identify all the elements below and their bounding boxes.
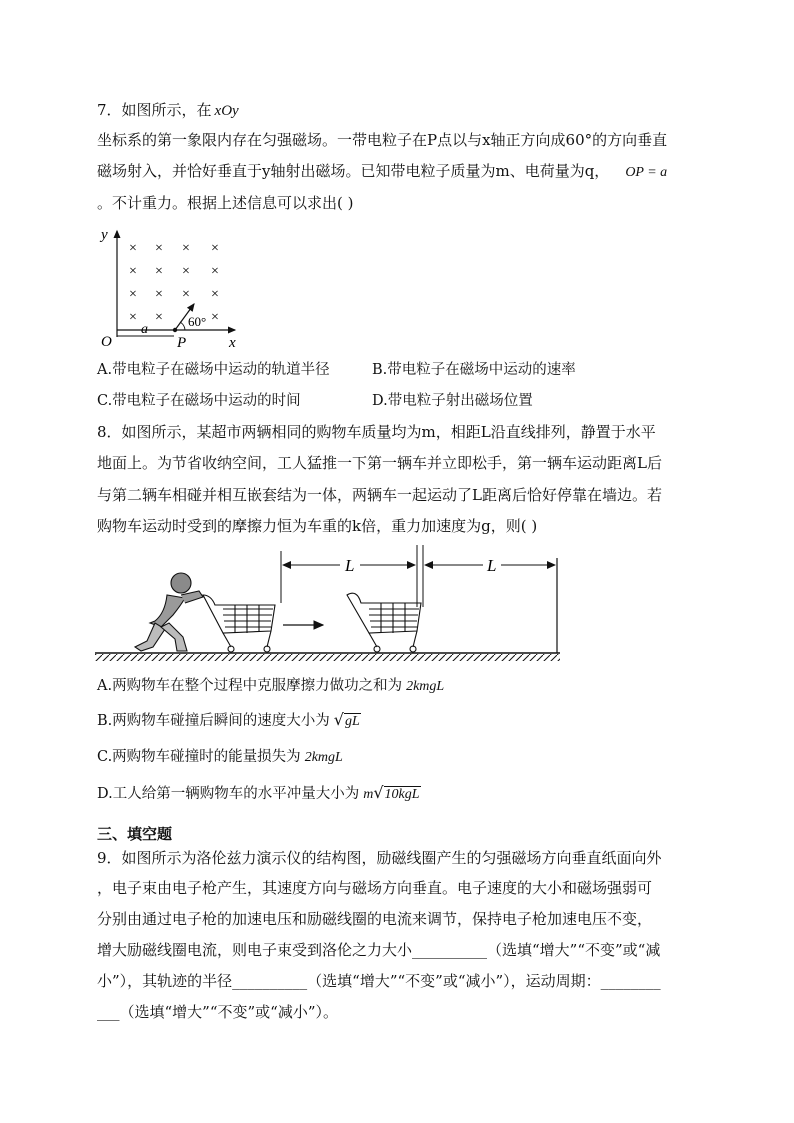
q8-option-b-text: B.两购物车碰撞后瞬间的速度大小为: [97, 713, 330, 729]
q8-line-1: 8．如图所示，某超市两辆相同的购物车质量均为m，相距L沿直线排列，静置于水平: [97, 423, 656, 441]
q7-option-a[interactable]: A.带电粒子在磁场中运动的轨道半径: [97, 362, 330, 378]
q8-line-2: 地面上。为节省收纳空间，工人猛推一下第一辆车并立即松手，第一辆车运动距离L后: [97, 454, 662, 472]
q8-option-c[interactable]: [97, 747, 343, 768]
field-cross: ×: [129, 310, 137, 325]
field-cross: ×: [155, 310, 163, 325]
q9-line-4[interactable]: 增大励磁线圈电流，则电子束受到洛伦之力大小__________（选填“增大”“不变”或“减: [97, 941, 661, 959]
q7-line-4: 。不计重力。根据上述信息可以求出( ): [97, 194, 354, 212]
q7-option-c[interactable]: C.带电粒子在磁场中运动的时间: [97, 393, 301, 409]
field-cross: ×: [129, 287, 137, 302]
q7-a-label: a: [141, 322, 148, 337]
q8-option-d-text: D.工人给第一辆购物车的水平冲量大小为: [97, 786, 360, 802]
field-cross: ×: [155, 264, 163, 279]
field-cross: ×: [155, 241, 163, 256]
q7-line-1-prefix: 7．如图所示，在: [97, 101, 212, 119]
q7-option-b[interactable]: B.带电粒子在磁场中运动的速率: [372, 362, 576, 378]
q7-coord-system: xOy: [214, 103, 239, 119]
q7-p-label: P: [177, 335, 187, 350]
field-cross: ×: [155, 287, 163, 302]
sqrt-icon: √: [373, 783, 384, 802]
q8-option-d-math-rad: 10kgL: [384, 787, 420, 802]
q8-cart-2: [347, 593, 421, 652]
q7-line-2: 坐标系的第一象限内存在匀强磁场。一带电粒子在P点以与x轴正方向成60°的方向垂直: [97, 131, 668, 149]
section-title-fill-in: 三、填空题: [97, 825, 173, 843]
q8-option-b[interactable]: [97, 710, 361, 732]
q7-option-d[interactable]: D.带电粒子射出磁场位置: [372, 393, 533, 409]
q8-line-4: 购物车运动时受到的摩擦力恒为车重的k倍，重力加速度为g，则( ): [97, 517, 538, 535]
field-cross: ×: [211, 310, 219, 325]
field-cross: ×: [182, 241, 190, 256]
q8-cart-1: [203, 595, 275, 652]
q7-op-equation: OP = a: [625, 165, 668, 180]
q8-distance-label-2: L: [487, 556, 497, 575]
q8-shopping-cart-figure: [95, 543, 565, 663]
q9-line-5[interactable]: 小”），其轨迹的半径__________（选填“增大”“不变”或“减小”），运动周期：________: [97, 972, 661, 990]
q8-option-a[interactable]: [97, 676, 444, 697]
field-cross: ×: [129, 264, 137, 279]
field-cross: ×: [129, 241, 137, 256]
field-cross: ×: [182, 264, 190, 279]
q7-x-label: x: [229, 335, 236, 350]
q9-line-3: 分别由通过电子枪的加速电压和励磁线圈的电流来调节，保持电子枪加速电压不变，: [97, 910, 653, 928]
q7-angle-arc: [180, 322, 185, 330]
q8-distance-label-1: L: [345, 556, 355, 575]
field-cross: ×: [211, 241, 219, 256]
field-cross: ×: [211, 264, 219, 279]
q7-origin-label: O: [101, 334, 112, 350]
q8-option-c-math: 2kmgL: [304, 750, 343, 765]
q7-y-label: y: [101, 227, 108, 243]
q9-line-6[interactable]: ___（选填“增大”“不变”或“减小”）。: [97, 1003, 339, 1021]
q7-magnetic-field-figure: [95, 225, 255, 350]
q8-ground-hatch: [95, 654, 560, 661]
q7-field-crosses: [129, 241, 219, 325]
sqrt-icon: √: [333, 710, 344, 729]
q9-line-2: ，电子束由电子枪产生，其速度方向与磁场方向垂直。电子速度的大小和磁场强弱可: [97, 879, 653, 897]
q8-option-d[interactable]: [97, 783, 421, 805]
field-cross: ×: [211, 287, 219, 302]
field-cross: ×: [182, 287, 190, 302]
q7-line-3: [97, 161, 667, 183]
q8-option-b-math: gL: [344, 714, 360, 729]
q8-option-a-math: 2kmgL: [406, 679, 445, 694]
q8-option-a-text: A.两购物车在整个过程中克服摩擦力做功之和为: [97, 678, 403, 694]
q8-line-3: 与第二辆车相碰并相互嵌套结为一体，两辆车一起运动了L距离后恰好停靠在墙边。若: [97, 486, 662, 504]
q7-angle-label: 60°: [188, 314, 207, 329]
q8-option-d-math-m: m: [363, 787, 374, 802]
q9-line-1: 9．如图所示为洛伦兹力演示仪的结构图，励磁线圈产生的匀强磁场方向垂直纸面向外: [97, 849, 662, 867]
q8-worker: [135, 573, 203, 651]
q8-option-c-text: C.两购物车碰撞时的能量损失为: [97, 749, 301, 765]
q7-line-1: [97, 100, 239, 121]
q7-line-3-text: 磁场射入，并恰好垂直于y轴射出磁场。已知带电粒子质量为m、电荷量为q，: [97, 162, 610, 180]
